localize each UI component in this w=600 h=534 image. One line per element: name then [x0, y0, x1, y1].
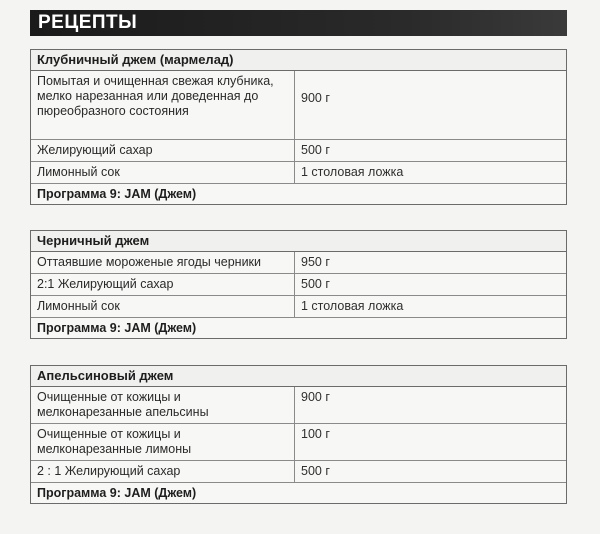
- amount-cell: 500 г: [301, 277, 330, 291]
- ingredient-cell: 2:1 Желирующий сахар: [31, 274, 295, 295]
- ingredient-cell: Очищенные от кожицы и мелконарезанные лимоны: [31, 424, 295, 460]
- amount-cell: 900 г: [301, 91, 330, 105]
- table-row: [31, 274, 566, 296]
- recipe-title: Клубничный джем (мармелад): [31, 50, 566, 71]
- program-label: Программа 9: JAM (Джем): [37, 486, 197, 500]
- amount-cell: 1 столовая ложка: [301, 165, 404, 179]
- recipe-title: Апельсиновый джем: [31, 366, 566, 387]
- amount-cell: 500 г: [301, 143, 330, 157]
- recipe-table-strawberry: [30, 49, 567, 205]
- recipe-table-orange: [30, 365, 567, 504]
- program-label: Программа 9: JAM (Джем): [37, 321, 197, 335]
- amount-cell: 950 г: [301, 255, 330, 269]
- program-label: Программа 9: JAM (Джем): [37, 187, 197, 201]
- table-row: [31, 162, 566, 184]
- ingredient-cell: Оттаявшие мороженые ягоды черники: [31, 252, 295, 273]
- table-row: [31, 252, 566, 274]
- ingredient-cell: 2 : 1 Желирующий сахар: [31, 461, 295, 482]
- table-row: [31, 140, 566, 162]
- amount-cell: 100 г: [301, 427, 330, 441]
- table-row: [31, 387, 566, 424]
- ingredient-cell: Лимонный сок: [31, 162, 295, 183]
- table-row: [31, 461, 566, 483]
- recipe-title: Черничный джем: [31, 231, 566, 252]
- section-header: [30, 10, 567, 36]
- page-title: РЕЦЕПТЫ: [38, 12, 138, 33]
- table-row: [31, 424, 566, 461]
- table-row: [31, 296, 566, 318]
- ingredient-cell: Лимонный сок: [31, 296, 295, 317]
- amount-cell: 1 столовая ложка: [301, 299, 404, 313]
- ingredient-cell: Очищенные от кожицы и мелконарезанные апельсины: [31, 387, 295, 423]
- ingredient-cell: Помытая и очищенная свежая клубника, мелко нарезанная или доведенная до пюреобразного состояния: [31, 71, 295, 139]
- ingredient-cell: Желирующий сахар: [31, 140, 295, 161]
- table-row: [31, 71, 566, 140]
- recipe-table-blueberry: [30, 230, 567, 339]
- amount-cell: 500 г: [301, 464, 330, 478]
- amount-cell: 900 г: [301, 390, 330, 404]
